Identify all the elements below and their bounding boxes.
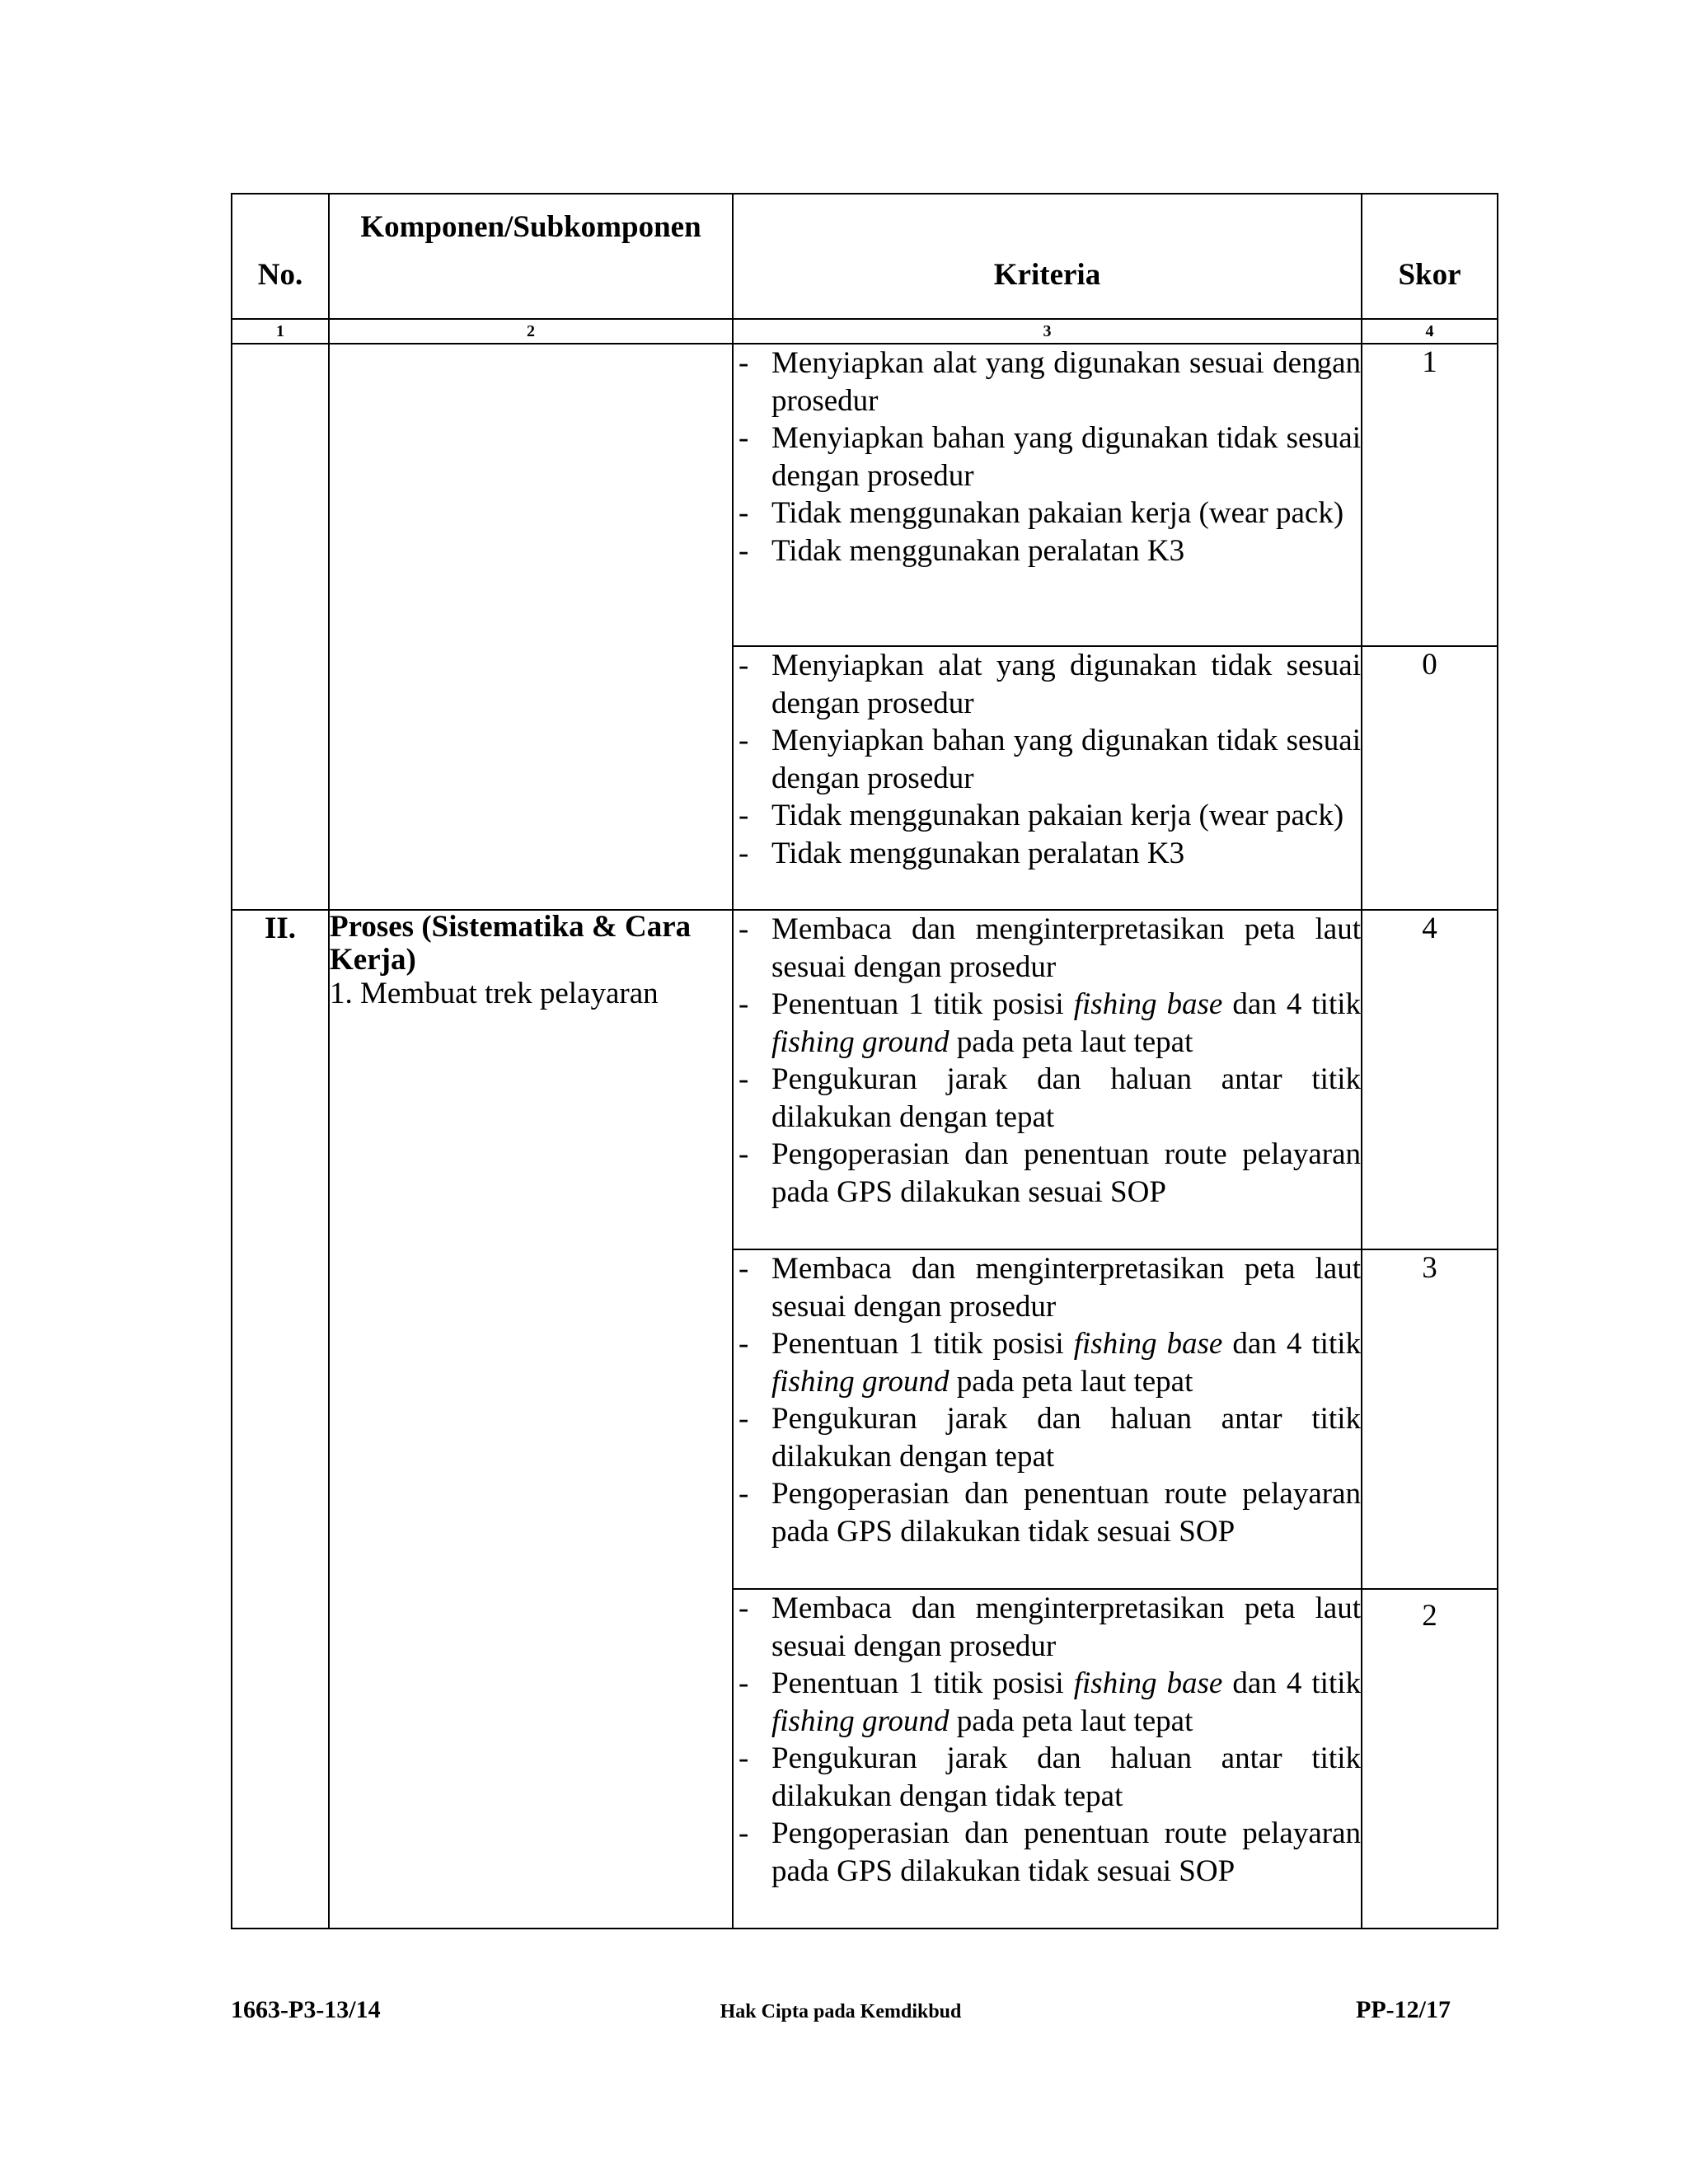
criteria-cell: [733, 1249, 1362, 1589]
criteria-text: Membaca dan menginterpretasikan peta laut sesuai dengan prosedur: [771, 1591, 1361, 1663]
criteria-text: pada peta laut tepat: [949, 1364, 1193, 1399]
criteria-cell: [733, 344, 1362, 646]
criteria-item: - Tidak menggunakan pakaian kerja (wear pack): [734, 494, 1361, 532]
criteria-item: [734, 911, 1361, 986]
criteria-text: dan 4 titik: [1222, 987, 1362, 1021]
criteria-item: - Menyiapkan alat yang digunakan tidak sesuai dengan prosedur: [734, 647, 1361, 722]
header-komponen: Komponen/Subkomponen: [329, 194, 733, 319]
criteria-item: [734, 1475, 1361, 1550]
komponen-cell: [329, 910, 733, 1929]
criteria-text: dan 4 titik: [1222, 1327, 1362, 1361]
criteria-text: Pengukuran jarak dan haluan antar titik dilakukan dengan tepat: [771, 1402, 1361, 1474]
column-number: 2: [329, 319, 733, 344]
header-no: No.: [232, 194, 329, 319]
criteria-list: [734, 1590, 1361, 1890]
header-kriteria: Kriteria: [733, 194, 1362, 319]
criteria-item: - Tidak menggunakan peralatan K3: [734, 835, 1361, 873]
criteria-cell: [733, 1589, 1362, 1929]
criteria-item: [734, 1665, 1361, 1740]
no-cell-empty: [232, 344, 329, 910]
table-row: [232, 910, 1498, 1249]
criteria-list: [734, 344, 1361, 569]
criteria-text: Penentuan 1 titik posisi: [771, 1666, 1074, 1700]
komponen-cell-empty: [329, 344, 733, 910]
page-footer: [231, 1996, 1451, 2029]
score-cell: 4: [1362, 910, 1498, 1249]
criteria-text: Pengoperasian dan penentuan route pelayaran pada GPS dilakukan tidak sesuai SOP: [771, 1477, 1361, 1549]
scoring-rubric-table: [231, 193, 1498, 1929]
criteria-term: fishing ground: [771, 1364, 950, 1399]
score-cell: 1: [1362, 344, 1498, 646]
criteria-item: - Tidak menggunakan pakaian kerja (wear pack): [734, 797, 1361, 835]
criteria-cell: [733, 910, 1362, 1249]
criteria-item: - Menyiapkan bahan yang digunakan tidak sesuai dengan prosedur: [734, 722, 1361, 797]
criteria-term: fishing ground: [771, 1704, 950, 1738]
document-code: 1663-P3-13/14: [231, 1996, 381, 2023]
criteria-text: Pengukuran jarak dan haluan antar titik dilakukan dengan tidak tepat: [771, 1741, 1361, 1813]
page-number: PP-12/17: [1356, 1996, 1451, 2023]
column-number-row: [232, 319, 1498, 344]
column-number: 4: [1362, 319, 1498, 344]
header-skor: Skor: [1362, 194, 1498, 319]
criteria-item: [734, 1740, 1361, 1815]
criteria-text: Penentuan 1 titik posisi: [771, 987, 1074, 1021]
criteria-item: [734, 1815, 1361, 1890]
criteria-text: dan 4 titik: [1222, 1666, 1362, 1700]
score-cell: 0: [1362, 646, 1498, 910]
section-title: Proses (Sistematika & Cara Kerja): [330, 910, 692, 977]
criteria-term: fishing base: [1073, 1666, 1223, 1700]
criteria-item: - Tidak menggunakan peralatan K3: [734, 532, 1361, 570]
criteria-text: pada peta laut tepat: [949, 1024, 1193, 1059]
criteria-item: - Menyiapkan bahan yang digunakan tidak sesuai dengan prosedur: [734, 419, 1361, 494]
criteria-text: Pengukuran jarak dan haluan antar titik dilakukan dengan tepat: [771, 1062, 1361, 1134]
criteria-text: Membaca dan menginterpretasikan peta laut sesuai dengan prosedur: [771, 1252, 1361, 1324]
section-number: II.: [232, 910, 329, 1929]
column-number: 3: [733, 319, 1362, 344]
table-row: [232, 344, 1498, 646]
criteria-item: [734, 1400, 1361, 1475]
criteria-list: [734, 911, 1361, 1211]
criteria-item: - Menyiapkan alat yang digunakan sesuai dengan prosedur: [734, 344, 1361, 419]
criteria-item: [734, 1590, 1361, 1665]
criteria-text: Membaca dan menginterpretasikan peta laut sesuai dengan prosedur: [771, 912, 1361, 984]
criteria-term: fishing base: [1073, 1327, 1223, 1361]
criteria-term: fishing ground: [771, 1024, 950, 1059]
score-cell: 3: [1362, 1249, 1498, 1589]
criteria-list: [734, 647, 1361, 872]
criteria-text: pada peta laut tepat: [949, 1704, 1193, 1738]
criteria-item: [734, 1250, 1361, 1325]
table-header-row: [232, 194, 1498, 319]
criteria-text: Pengoperasian dan penentuan route pelayaran pada GPS dilakukan tidak sesuai SOP: [771, 1816, 1361, 1888]
copyright-notice: Hak Cipta pada Kemdikbud: [720, 2001, 962, 2022]
criteria-item: [734, 1061, 1361, 1136]
criteria-cell: [733, 646, 1362, 910]
criteria-list: [734, 1250, 1361, 1550]
criteria-item: [734, 1136, 1361, 1211]
criteria-text: Penentuan 1 titik posisi: [771, 1327, 1074, 1361]
criteria-item: [734, 1325, 1361, 1400]
score-cell: 2: [1362, 1589, 1498, 1929]
subcomponent-item: 1. Membuat trek pelayaran: [330, 977, 659, 1010]
criteria-item: [734, 986, 1361, 1061]
criteria-term: fishing base: [1073, 987, 1223, 1021]
criteria-text: Pengoperasian dan penentuan route pelayaran pada GPS dilakukan sesuai SOP: [771, 1137, 1361, 1209]
column-number: 1: [232, 319, 329, 344]
